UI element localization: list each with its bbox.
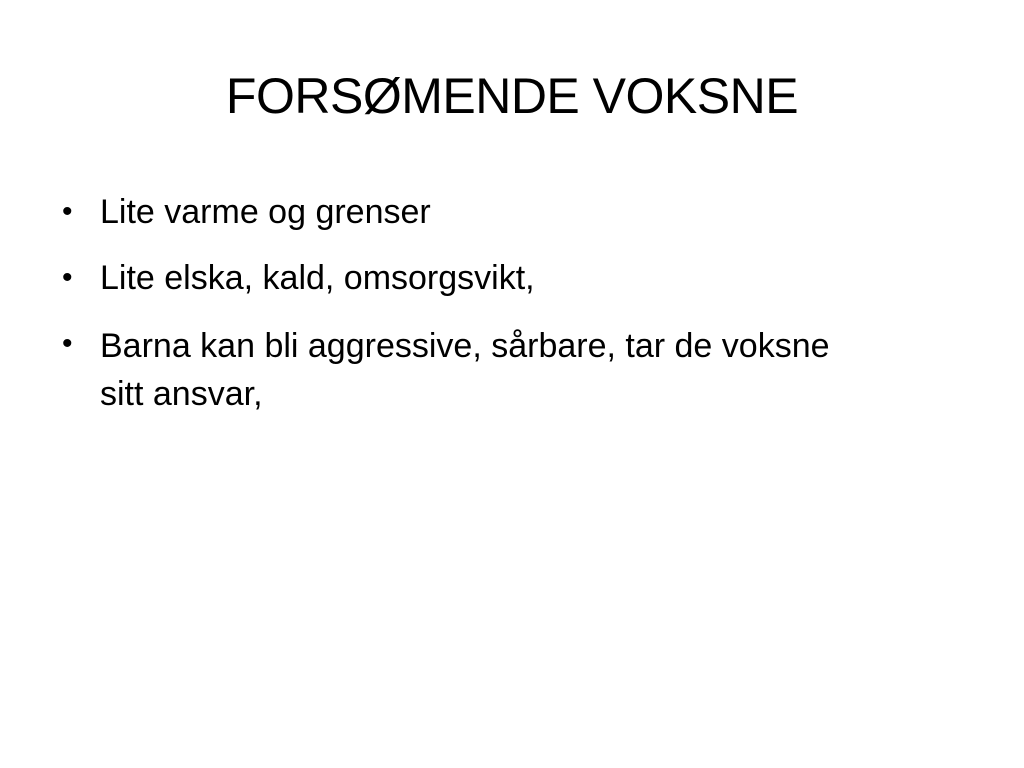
bullet-item <box>62 190 882 234</box>
bullet-text: Lite varme og grenser <box>100 193 431 231</box>
bullet-icon: • <box>62 195 73 228</box>
bullet-icon: • <box>62 327 73 360</box>
bullet-item <box>62 256 882 300</box>
bullet-icon: • <box>62 261 73 294</box>
slide-title: FORSØMENDE VOKSNE <box>225 68 799 124</box>
bullet-text: Lite elska, kald, omsorgsvikt, <box>100 259 535 297</box>
bullet-item <box>62 322 882 418</box>
bullet-list <box>62 190 882 440</box>
bullet-text: Barna kan bli aggressive, sårbare, tar de voksne sitt ansvar, <box>100 327 830 413</box>
